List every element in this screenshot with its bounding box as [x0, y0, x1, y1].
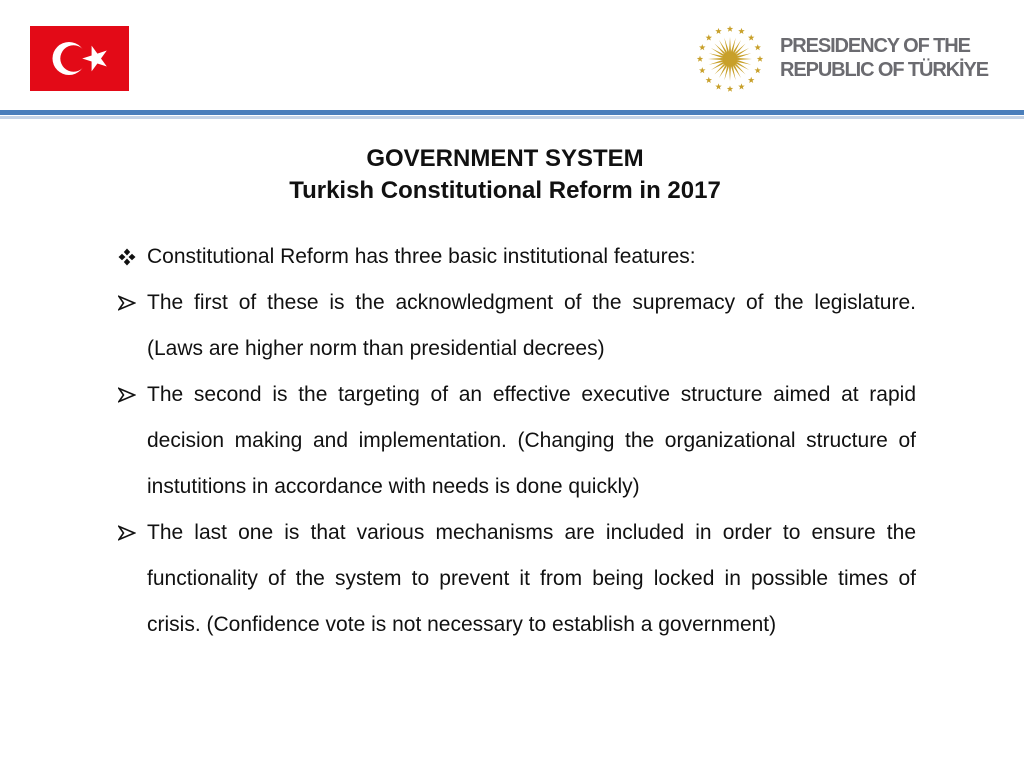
organization-name-line-1: PRESIDENCY OF THE	[780, 35, 970, 57]
header-divider-accent	[0, 116, 1024, 119]
arrow-bullet-icon	[118, 510, 138, 556]
feature-text: The last one is that various mechanisms are included in order to ensure the functionality of the system to prevent it from being locked in possible times of crisis. (Confidence vote is not necessary to establish a government)	[147, 521, 916, 636]
intro-text: Constitutional Reform has three basic institutional features:	[147, 245, 696, 268]
arrow-bullet-icon	[118, 372, 138, 418]
organization-name	[780, 34, 988, 82]
intro-item	[110, 234, 916, 280]
diamond-bullet-icon	[118, 234, 138, 280]
feature-text: The first of these is the acknowledgment of the supremacy of the legislature. (Laws are higher norm than presidential decrees)	[147, 291, 916, 360]
feature-item	[110, 280, 916, 372]
header-divider	[0, 110, 1024, 115]
slide-title: GOVERNMENT SYSTEM	[366, 145, 644, 172]
feature-text: The second is the targeting of an effective executive structure aimed at rapid decision making and implementation. (Changing the organizational structure of instutitions in accordance with needs is done quickly)	[147, 383, 916, 498]
slide-title-block	[0, 143, 1010, 207]
feature-item	[110, 510, 916, 648]
turkish-flag-icon	[30, 26, 129, 91]
slide-content	[110, 234, 916, 648]
arrow-bullet-icon	[118, 280, 138, 326]
slide-subtitle: Turkish Constitutional Reform in 2017	[289, 177, 721, 204]
feature-item	[110, 372, 916, 510]
organization-name-line-2: REPUBLIC OF TÜRKİYE	[780, 59, 988, 81]
presidential-seal-icon	[695, 24, 765, 94]
